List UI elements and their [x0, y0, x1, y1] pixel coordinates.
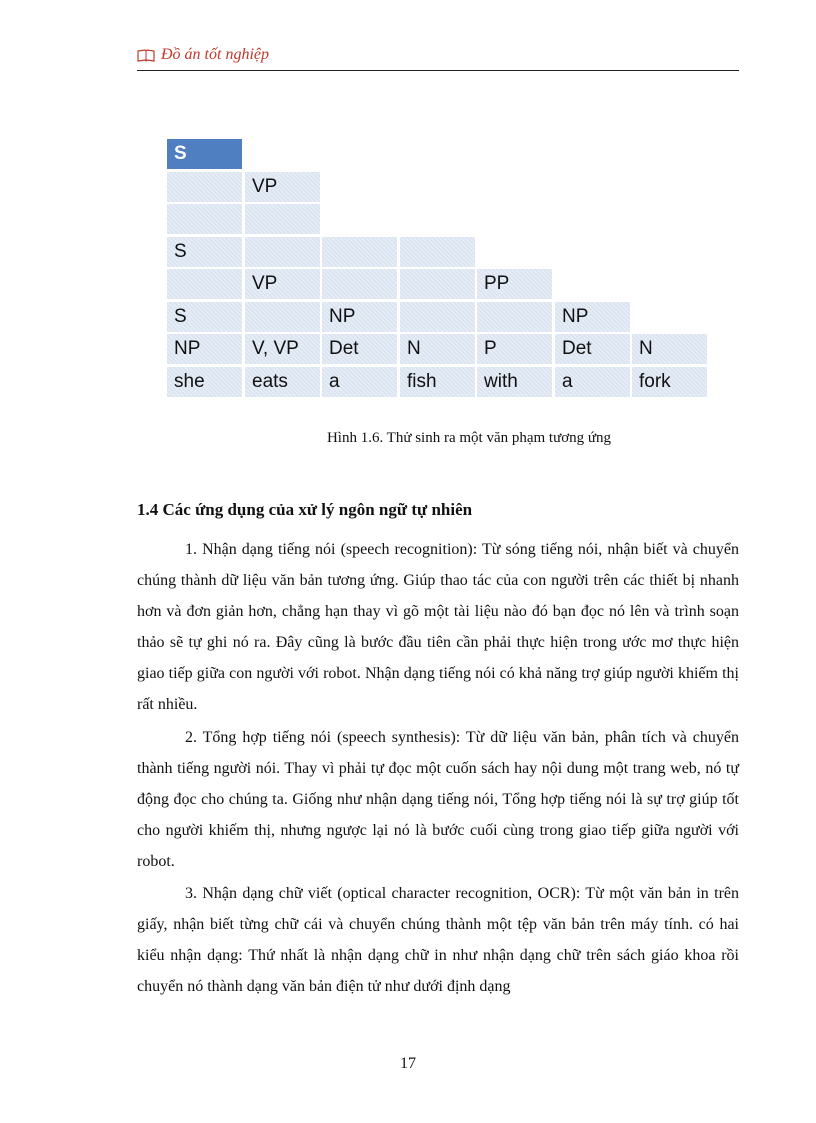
chart-cell-r6-c5: Det [555, 334, 630, 364]
chart-cell-r3-c2 [322, 237, 397, 267]
chart-cell-r1-c1: VP [245, 172, 320, 202]
chart-cell-r6-c2: Det [322, 334, 397, 364]
chart-cell-r6-c6: N [632, 334, 707, 364]
figure-caption: Hình 1.6. Thử sinh ra một văn phạm tương ứng [326, 430, 612, 446]
chart-cell-r7-c4: with [477, 367, 552, 397]
chart-cell-r3-c1 [245, 237, 320, 267]
paragraph-ocr: 3. Nhận dạng chữ viết (optical character recognition, OCR): Từ một văn bản in trên giấy, nhận biết từng chữ cái và chuyển chúng thành một tệp văn bản trên máy tính. có hai kiểu nhận dạng: Thứ nhất là nhận dạng chữ in như nhận dạng chữ trên sách giáo khoa rồi chuyển nó thành dạng văn bản điện tử như dưới định dạng [137, 885, 739, 995]
book-icon [137, 49, 155, 62]
chart-cell-r6-c0: NP [167, 334, 242, 364]
chart-cell-r3-c0: S [167, 237, 242, 267]
chart-cell-r4-c2 [322, 269, 397, 299]
chart-cell-r7-c5: a [555, 367, 630, 397]
chart-cell-r5-c3 [400, 302, 475, 332]
chart-cell-r2-c1 [245, 204, 320, 234]
chart-cell-r5-c4 [477, 302, 552, 332]
parse-chart-figure [167, 139, 709, 397]
chart-cell-r5-c2: NP [322, 302, 397, 332]
paragraph-speech-synthesis: 2. Tổng hợp tiếng nói (speech synthesis): Từ dữ liệu văn bản, phân tích và chuyển thành tiếng người nói. Thay vì phải tự đọc một cuốn sách hay nội dung một trang web, nó tự động đọc cho chúng ta. Giống như nhận dạng tiếng nói, Tổng hợp tiếng nói là sự trợ giúp tốt cho người khiếm thị, nhưng ngược lại nó là bước cuối cùng trong giao tiếp giữa người với robot. [137, 729, 739, 870]
chart-cell-r4-c3 [400, 269, 475, 299]
chart-cell-r7-c2: a [322, 367, 397, 397]
chart-cell-r7-c1: eats [245, 367, 320, 397]
chart-cell-r7-c3: fish [400, 367, 475, 397]
chart-cell-r4-c0 [167, 269, 242, 299]
paragraph-speech-recognition: 1. Nhận dạng tiếng nói (speech recognition): Từ sóng tiếng nói, nhận biết và chuyển chúng thành dữ liệu văn bản tương ứng. Giúp thao tác của con người trên các thiết bị nhanh hơn và đơn giản hơn, chẳng hạn thay vì gõ một tài liệu nào đó bạn đọc nó lên và trình soạn thảo sẽ tự ghi nó ra. Đây cũng là bước đầu tiên cần phải thực hiện trong ước mơ thực hiện giao tiếp giữa con người với robot. Nhận dạng tiếng nói có khả năng trợ giúp người khiếm thị rất nhiều. [137, 541, 739, 713]
chart-cell-r4-c4: PP [477, 269, 552, 299]
chart-cell-r5-c5: NP [555, 302, 630, 332]
chart-cell-r6-c4: P [477, 334, 552, 364]
chart-cell-r3-c3 [400, 237, 475, 267]
chart-cell-r0-c0: S [167, 139, 242, 169]
chart-cell-r6-c3: N [400, 334, 475, 364]
chart-cell-r7-c6: fork [632, 367, 707, 397]
chart-cell-r1-c0 [167, 172, 242, 202]
page-header [137, 46, 739, 71]
header-title: Đồ án tốt nghiệp [161, 46, 269, 63]
chart-cell-r2-c0 [167, 204, 242, 234]
section-heading: 1.4 Các ứng dụng của xử lý ngôn ngữ tự nhiên [137, 500, 473, 519]
chart-cell-r7-c0: she [167, 367, 242, 397]
chart-cell-r5-c1 [245, 302, 320, 332]
chart-cell-r4-c1: VP [245, 269, 320, 299]
page-number: 17 [400, 1055, 416, 1072]
chart-cell-r6-c1: V, VP [245, 334, 320, 364]
chart-cell-r5-c0: S [167, 302, 242, 332]
